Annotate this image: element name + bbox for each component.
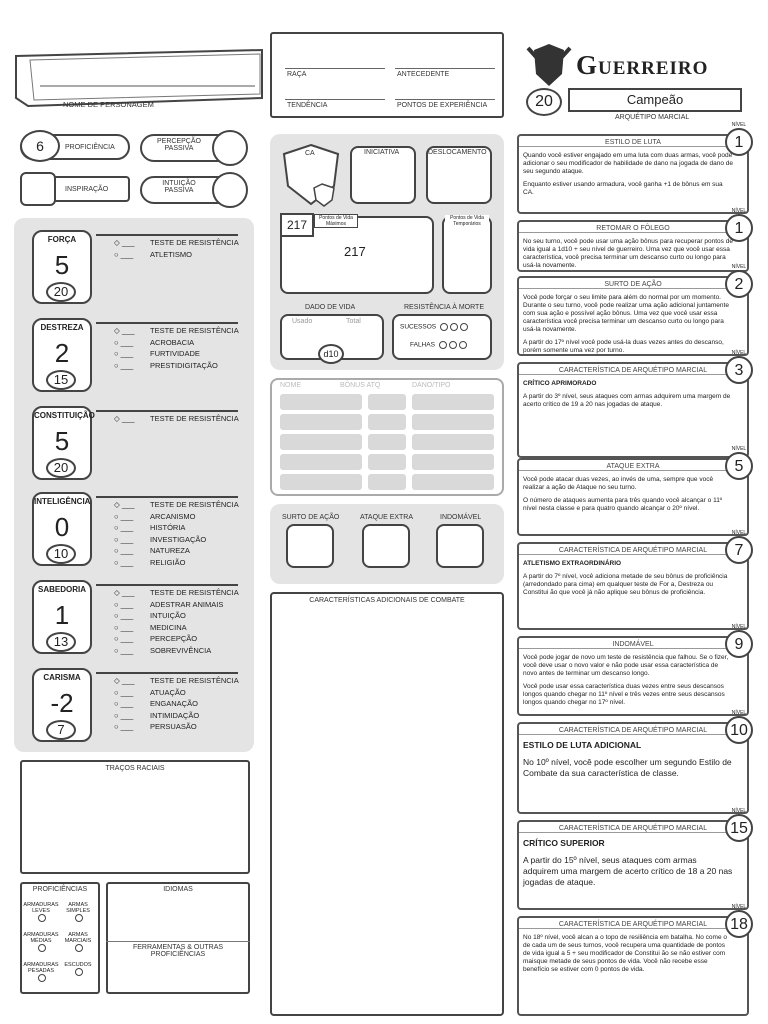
ability-divider: [96, 234, 238, 236]
feature-card: [517, 710, 749, 814]
character-name-label: NOME DE PERSONAGEM: [63, 100, 154, 109]
medium-armor-label: ARMADURAS MÉDIAS: [23, 932, 59, 944]
feature-paragraph: Quando você estiver engajado em uma luta com duas armas, você pode adicionar o seu modificador de habilidade de dano na jogada de dano de seu segundo ataque.: [523, 152, 733, 175]
hit-dice-used: Usado: [292, 318, 313, 325]
proficiency-marker-icon[interactable]: ◇: [114, 326, 120, 335]
inspiration-box[interactable]: [20, 172, 56, 206]
feature-paragraph: No 10º nível, você pode escolher um segundo Estilo de Combate da sua característica de classe.: [523, 757, 732, 778]
ability-score[interactable]: 1: [54, 600, 70, 630]
light-armor-circle[interactable]: [38, 914, 46, 922]
attack-name-cell[interactable]: [280, 434, 362, 450]
level-label: NÍVEL: [731, 208, 747, 214]
proficiency-marker-icon[interactable]: ○: [114, 557, 119, 567]
medium-armor-circle[interactable]: [38, 944, 46, 952]
skill-row[interactable]: ○ ___: [114, 523, 134, 532]
insight-circle: [212, 172, 248, 208]
skill-row[interactable]: ◇ ___: [114, 238, 135, 247]
skill-label: SOBREVIVÊNCIA: [150, 645, 212, 655]
feature-title: CARACTERÍSTICA DE ARQUÉTIPO MARCIAL: [519, 727, 747, 735]
race-field[interactable]: [285, 43, 385, 69]
feature-level: 7: [734, 542, 744, 559]
feature-card: [517, 808, 749, 910]
feature-body: [523, 654, 733, 712]
feature-card: [517, 350, 749, 458]
alignment-field[interactable]: [285, 76, 385, 100]
ability-modifier[interactable]: 20: [46, 282, 76, 302]
feature-level: 1: [734, 134, 744, 151]
heavy-armor[interactable]: [22, 962, 60, 982]
skill-label: NATUREZA: [150, 546, 190, 555]
feature-body: [523, 934, 733, 979]
feature-paragraph: No seu turno, você pode usar uma ação bônus para recuperar pontos de vida igual a 1d10 + seu nível de guerreiro. Uma vez que você usar essa característica, você precisa terminar um descanso curto ou longo para usá-la novamente.: [523, 238, 733, 269]
ability-box-4[interactable]: [32, 580, 92, 654]
proficiency-marker-icon[interactable]: ○: [114, 249, 119, 259]
shields[interactable]: [58, 962, 98, 976]
tools-label: FERRAMENTAS & OUTRAS PROFICIÊNCIAS: [106, 941, 250, 958]
proficiencies-title: PROFICIÊNCIAS: [32, 886, 88, 893]
skill-label: INTUIÇÃO: [150, 611, 186, 620]
skill-row[interactable]: ◇ ___: [114, 676, 135, 685]
proficiency-marker-icon[interactable]: ○: [114, 349, 119, 358]
feature-level: 1: [734, 220, 744, 237]
feature-body: [523, 560, 733, 602]
level-label: NÍVEL: [731, 624, 747, 630]
skill-row[interactable]: ○ ___: [114, 611, 134, 620]
attack-damage-cell[interactable]: [412, 454, 494, 470]
proficiency-marker-icon[interactable]: ◇: [114, 588, 120, 597]
skill-row[interactable]: ○ ___: [114, 634, 134, 643]
feature-paragraph: CRÍTICO SUPERIOR: [523, 838, 605, 848]
ability-score[interactable]: 0: [54, 512, 70, 542]
feature-body: [523, 838, 733, 894]
class-level-circle[interactable]: 20: [526, 88, 562, 116]
successes-label: SUCESSOS: [400, 323, 437, 331]
skill-row[interactable]: ◇ ___: [114, 326, 135, 335]
feature-paragraph: CRÍTICO APRIMORADO: [523, 380, 597, 387]
success-circle-3[interactable]: [460, 323, 468, 331]
ability-name: CARISMA: [43, 673, 81, 682]
feature-card: [517, 904, 749, 1016]
simple-weapons-circle[interactable]: [75, 914, 83, 922]
skill-row[interactable]: ◇ ___: [114, 500, 135, 509]
ability-divider: [96, 410, 238, 412]
feature-title: SURTO DE AÇÃO: [519, 281, 747, 289]
skill-row[interactable]: ◇ ___: [114, 588, 135, 597]
action-surge-box[interactable]: [286, 524, 334, 568]
skill-row[interactable]: ○ ___: [114, 699, 134, 708]
archetype-label: ARQUÉTIPO MARCIAL: [615, 114, 690, 121]
level-label: NÍVEL: [731, 904, 747, 910]
proficiency-marker-icon[interactable]: ○: [114, 546, 119, 555]
attack-bonus-cell[interactable]: [368, 474, 406, 490]
skill-label: INVESTIGAÇÃO: [150, 534, 207, 544]
shields-label: ESCUDOS: [64, 962, 92, 968]
feature-title: RETOMAR O FÔLEGO: [519, 225, 747, 233]
skill-row[interactable]: ○ ___: [114, 722, 134, 731]
feature-title: CARACTERÍSTICA DE ARQUÉTIPO MARCIAL: [519, 547, 747, 555]
skill-row[interactable]: ○ ___: [114, 687, 134, 697]
attack-name-cell[interactable]: [280, 474, 362, 490]
languages-label: IDIOMAS: [163, 886, 193, 893]
proficiency-value: 6: [20, 130, 60, 162]
proficiency-marker-icon[interactable]: ○: [114, 699, 119, 708]
feature-paragraph: A partir do 15º nível, seus ataques com armas adquirem uma margem de acerto crítico de 18 a 20 nas jogadas de ataque.: [523, 855, 733, 887]
initiative-label: INICIATIVA: [364, 149, 400, 156]
attack-damage-cell[interactable]: [412, 434, 494, 450]
extra-attack-label: ATAQUE EXTRA: [360, 514, 414, 521]
attack-name-cell[interactable]: [280, 394, 362, 410]
ability-box-2[interactable]: [32, 406, 95, 480]
ability-divider: [96, 496, 238, 498]
character-name-field[interactable]: [35, 62, 260, 84]
skill-label: PRESTIDIGITAÇÃO: [150, 360, 218, 370]
ability-modifier[interactable]: 15: [46, 370, 76, 390]
perception-circle: [212, 130, 248, 166]
racial-traits-label: TRAÇOS RACIAIS: [105, 765, 165, 772]
skill-label: ENGANAÇÃO: [150, 699, 198, 708]
indomitable-box[interactable]: [436, 524, 484, 568]
ability-modifier[interactable]: 20: [46, 458, 76, 478]
level-label: NÍVEL: [731, 264, 747, 270]
proficiency-label: PROFICIÊNCIA: [65, 144, 115, 151]
feature-paragraph: O número de ataques aumenta para três quando você alcançar o 11º nível nesta classe e para quatro quando alcançar o 20º nível.: [523, 497, 723, 512]
feature-paragraph: Você pode forçar o seu limite para além do normal por um momento. Durante o seu turno, você pode realizar uma ação adicional juntamente com sua ação e possível ação bônus. Uma vez que você usar essa característica você precisa terminar um descanso curto ou longo para usá-la novamente.: [523, 294, 729, 333]
failure-circle-3[interactable]: [459, 341, 467, 349]
feature-card: [517, 264, 749, 356]
attack-damage-cell[interactable]: [412, 474, 494, 490]
passive-perception-label: PERCEPÇÃO PASSIVA: [157, 138, 201, 152]
skill-label: MEDICINA: [150, 622, 187, 632]
temp-hp-box[interactable]: [442, 216, 492, 294]
feature-paragraph: Enquanto estiver usando armadura, você ganha +1 de bônus em sua CA.: [523, 181, 723, 196]
indomitable-label: INDOMÁVEL: [440, 514, 482, 521]
feature-body: [523, 152, 733, 202]
martial-weapons[interactable]: [58, 932, 98, 952]
proficiency-marker-icon[interactable]: ○: [114, 534, 119, 544]
background-field[interactable]: [395, 43, 495, 69]
attack-damage-cell[interactable]: [412, 394, 494, 410]
level-label: NÍVEL: [731, 122, 747, 128]
attack-name-header: NOME: [280, 382, 301, 389]
hp-current-value[interactable]: 217: [344, 244, 366, 259]
feature-paragraph: Você pode usar essa característica duas vezes entre seus descansos longos quando chegar no 11º nível e três vezes entre seus descansos longos quando chegar no 17º nível.: [523, 683, 725, 706]
skill-row[interactable]: ○ ___: [114, 337, 134, 347]
proficiency-marker-icon[interactable]: ◇: [114, 676, 120, 685]
skill-label: TESTE DE RESISTÊNCIA: [150, 676, 239, 685]
attack-damage-cell[interactable]: [412, 414, 494, 430]
skill-row[interactable]: ○ ___: [114, 557, 134, 567]
ability-modifier[interactable]: 13: [46, 632, 76, 652]
proficiency-marker-icon[interactable]: ○: [114, 611, 119, 620]
feature-title: ESTILO DE LUTA: [519, 139, 747, 147]
hp-max-value: 217: [280, 213, 314, 237]
medium-armor[interactable]: [22, 932, 60, 952]
skill-label: TESTE DE RESISTÊNCIA: [150, 414, 239, 423]
hit-dice-total: Total: [346, 318, 361, 325]
ability-divider: [96, 672, 238, 674]
death-saves-successes[interactable]: [400, 323, 468, 331]
skill-row[interactable]: ○ ___: [114, 710, 134, 720]
proficiency-marker-icon[interactable]: ○: [114, 634, 119, 643]
ability-score[interactable]: -2: [50, 688, 74, 718]
skill-label: TESTE DE RESISTÊNCIA: [150, 238, 239, 247]
feature-paragraph: Você pode jogar de novo um teste de resistência que falhou. Se o fizer, você deve usar o novo valor e não pode usar essa característica de novo antes de terminar um descanso longo.: [523, 654, 729, 677]
hit-dice-label: DADO DE VIDA: [305, 304, 356, 311]
death-saves-failures[interactable]: [410, 341, 467, 349]
skill-label: ADESTRAR ANIMAIS: [150, 599, 224, 609]
attack-bonus-header: BÔNUS ATQ: [340, 382, 381, 389]
feature-paragraph: ESTILO DE LUTA ADICIONAL: [523, 740, 642, 750]
feature-level: 9: [734, 636, 744, 653]
ca-label: CA: [305, 150, 315, 157]
ability-name: DESTREZA: [40, 323, 84, 332]
proficiency-marker-icon[interactable]: ◇: [114, 414, 120, 423]
success-circle-2[interactable]: [450, 323, 458, 331]
skill-row[interactable]: ○ ___: [114, 511, 134, 521]
feature-level: 5: [734, 458, 744, 475]
languages-box[interactable]: [106, 882, 250, 994]
proficiency-marker-icon[interactable]: ◇: [114, 238, 120, 247]
proficiency-marker-icon[interactable]: ◇: [114, 500, 120, 509]
action-surge-label: SURTO DE AÇÃO: [282, 514, 340, 521]
attack-name-cell[interactable]: [280, 454, 362, 470]
ability-name: INTELIGÊNCIA: [34, 497, 91, 506]
attack-bonus-cell[interactable]: [368, 454, 406, 470]
hp-max-label: Pontos de Vida Máximos: [314, 214, 358, 228]
class-title: Guerreiro: [576, 50, 709, 80]
skill-row[interactable]: ○ ___: [114, 349, 134, 358]
skill-label: TESTE DE RESISTÊNCIA: [150, 326, 239, 335]
feature-title: CARACTERÍSTICA DE ARQUÉTIPO MARCIAL: [519, 367, 747, 375]
feature-title: ATAQUE EXTRA: [519, 463, 747, 471]
passive-insight-label: INTUIÇÃO PASSIVA: [162, 180, 196, 194]
xp-field[interactable]: [395, 76, 495, 100]
feature-title: CARACTERÍSTICA DE ARQUÉTIPO MARCIAL: [519, 825, 747, 833]
extra-attack-box[interactable]: [362, 524, 410, 568]
ability-score[interactable]: 2: [54, 338, 70, 368]
ability-divider: [96, 584, 238, 586]
skill-row[interactable]: ○ ___: [114, 249, 134, 259]
feature-card: [517, 624, 749, 716]
inspiration-label: INSPIRAÇÃO: [65, 186, 109, 193]
feature-card: [517, 208, 749, 272]
failure-circle-1[interactable]: [439, 341, 447, 349]
proficiency-marker-icon[interactable]: ○: [114, 599, 119, 609]
shields-circle[interactable]: [75, 968, 83, 976]
ability-box-5[interactable]: [32, 668, 92, 742]
skill-label: PERSUASÃO: [150, 722, 197, 731]
feature-level: 10: [730, 722, 748, 739]
skill-row[interactable]: ○ ___: [114, 534, 134, 544]
feature-level: 18: [730, 916, 748, 933]
skill-label: TESTE DE RESISTÊNCIA: [150, 500, 239, 509]
skill-row[interactable]: ○ ___: [114, 599, 134, 609]
level-label: NÍVEL: [731, 530, 747, 536]
martial-weapons-circle[interactable]: [75, 944, 83, 952]
death-saves-label: RESISTÊNCIA À MORTE: [404, 304, 484, 311]
proficiency-marker-icon[interactable]: ○: [114, 710, 119, 720]
heavy-armor-label: ARMADURAS PESADAS: [23, 962, 59, 974]
skill-row[interactable]: ○ ___: [114, 622, 134, 632]
feature-card: [517, 446, 749, 536]
feature-paragraph: A partir do 7º nível, você adiciona metade de seu bônus de proficiência (arredondado para cima) em qualquer teste de For a, Destreza ou Constitui ão que você já não aplique seu bônus de proficiência.: [523, 573, 728, 596]
ability-divider: [96, 322, 238, 324]
feature-body: [523, 294, 733, 360]
feature-paragraph: ATLETISMO EXTRAORDINÁRIO: [523, 560, 622, 567]
attack-name-cell[interactable]: [280, 414, 362, 430]
feature-card: [517, 122, 749, 214]
heavy-armor-circle[interactable]: [38, 974, 46, 982]
success-circle-1[interactable]: [440, 323, 448, 331]
skill-label: ARCANISMO: [150, 511, 196, 521]
skill-row[interactable]: ○ ___: [114, 360, 134, 370]
failures-label: FALHAS: [410, 341, 435, 349]
attack-bonus-cell[interactable]: [368, 394, 406, 410]
archetype-field[interactable]: Campeão: [568, 88, 742, 112]
ability-box-3[interactable]: [32, 492, 92, 566]
speed-label: DESLOCAMENTO: [428, 149, 487, 156]
extra-features-label: CARACTERÍSTICAS ADICIONAIS DE COMBATE: [309, 597, 465, 604]
proficiency-marker-icon[interactable]: ○: [114, 523, 119, 532]
skill-label: INTIMIDAÇÃO: [150, 710, 200, 720]
feature-level: 3: [734, 362, 744, 379]
skill-label: ATUAÇÃO: [150, 687, 186, 697]
feature-title: INDOMÁVEL: [519, 641, 747, 649]
xp-label: PONTOS DE EXPERIÊNCIA: [397, 102, 488, 109]
feature-paragraph: No 18º nível, você alcan a o topo de resiliência em batalha. No come o de cada um de seus turnos, você recupera uma quantidade de pontos de vida igual a 5 + seu modificador de Constitui ão se não estiver com maisque metade de seus pontos de vida. Você não recebe esse benefício se estiver com 0 pontos de vida.: [523, 934, 727, 973]
temp-hp-label: Pontos de Vida Temporários: [445, 215, 489, 227]
proficiency-marker-icon[interactable]: ○: [114, 645, 119, 655]
class-emblem-icon: [524, 40, 574, 90]
light-armor[interactable]: [22, 902, 60, 922]
light-armor-label: ARMADURAS LEVES: [23, 902, 59, 914]
level-label: NÍVEL: [731, 446, 747, 452]
feature-card: [517, 530, 749, 630]
feature-body: [523, 740, 733, 785]
proficiency-marker-icon[interactable]: ○: [114, 722, 119, 731]
hit-die-value: d10: [318, 344, 344, 364]
ability-name: FORÇA: [47, 235, 77, 244]
proficiency-marker-icon[interactable]: ○: [114, 360, 119, 370]
ability-box-0[interactable]: [32, 230, 92, 304]
simple-weapons[interactable]: [58, 902, 98, 922]
race-label: RAÇA: [287, 71, 307, 78]
feature-title: CARACTERÍSTICA DE ARQUÉTIPO MARCIAL: [519, 921, 747, 929]
ability-modifier[interactable]: 10: [46, 544, 76, 564]
skill-label: FURTIVIDADE: [150, 349, 200, 358]
feature-body: [523, 476, 733, 518]
failure-circle-2[interactable]: [449, 341, 457, 349]
proficiency-marker-icon[interactable]: ○: [114, 511, 119, 521]
feature-paragraph: A partir do 3º nível, seus ataques com armas adquirem uma margem de acerto crítico de 19 a 20 nas jogadas de ataque.: [523, 393, 731, 408]
martial-weapons-label: ARMAS MARCIAIS: [64, 932, 92, 944]
proficiency-marker-icon[interactable]: ○: [114, 337, 119, 347]
ability-score[interactable]: 5: [54, 250, 70, 280]
ability-name: SABEDORIA: [37, 585, 86, 594]
feature-level: 15: [730, 820, 748, 837]
ability-score[interactable]: 5: [54, 426, 70, 456]
feature-body: [523, 238, 733, 275]
racial-traits-box[interactable]: [20, 760, 250, 874]
level-label: NÍVEL: [731, 350, 747, 356]
ability-name: CONSTITUIÇÃO: [34, 411, 95, 420]
skill-label: ATLETISMO: [150, 249, 192, 259]
ability-box-1[interactable]: [32, 318, 92, 392]
attack-damage-header: DANO/TIPO: [412, 382, 451, 389]
proficiency-marker-icon[interactable]: ○: [114, 622, 119, 632]
skill-label: ACROBACIA: [150, 337, 195, 347]
background-label: ANTECEDENTE: [397, 71, 450, 78]
skill-row[interactable]: ◇ ___: [114, 414, 135, 423]
level-label: NÍVEL: [731, 808, 747, 814]
alignment-label: TENDÊNCIA: [287, 102, 328, 109]
ability-modifier[interactable]: 7: [46, 720, 76, 740]
feature-paragraph: A partir do 17º nível você pode usá-la duas vezes antes do descanso, porém somente uma vez por turno.: [523, 339, 724, 354]
proficiency-marker-icon[interactable]: ○: [114, 687, 119, 697]
skill-label: RELIGIÃO: [150, 557, 186, 567]
feature-body: [523, 380, 733, 414]
skill-label: TESTE DE RESISTÊNCIA: [150, 588, 239, 597]
skill-row[interactable]: ○ ___: [114, 546, 134, 555]
skill-row[interactable]: ○ ___: [114, 645, 134, 655]
simple-weapons-label: ARMAS SIMPLES: [66, 902, 90, 914]
attack-bonus-cell[interactable]: [368, 434, 406, 450]
skill-label: HISTÓRIA: [150, 523, 186, 532]
attack-bonus-cell[interactable]: [368, 414, 406, 430]
level-label: NÍVEL: [731, 710, 747, 716]
skill-label: PERCEPÇÃO: [150, 634, 198, 643]
death-saves-box: [392, 314, 492, 360]
feature-paragraph: Você pode atacar duas vezes, ao invés de uma, sempre que você realizar a ação de Ataque no seu turno.: [523, 476, 714, 491]
feature-level: 2: [734, 276, 744, 293]
extra-features-box[interactable]: [270, 592, 504, 1016]
